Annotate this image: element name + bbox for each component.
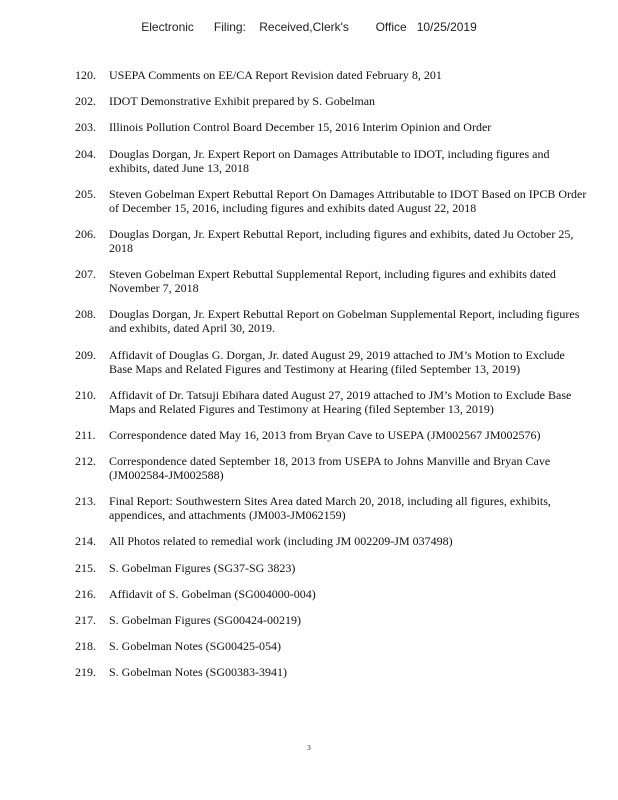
exhibit-list [0, 68, 618, 692]
item-text: S. Gobelman Notes (SG00383-3941) [109, 665, 287, 680]
list-item [0, 561, 618, 575]
item-number: 210. [75, 387, 96, 402]
item-text: Steven Gobelman Expert Rebuttal Report On Damages Attributable to IDOT Based on IPCB Order of December 15, 2016, including figures and exhibits dated August 22, 2018 [109, 186, 587, 215]
item-text: Correspondence dated May 16, 2013 from Bryan Cave to USEPA (JM002567 JM002576) [109, 427, 541, 442]
item-number: 208. [75, 307, 96, 322]
list-item [0, 147, 618, 175]
list-item [0, 428, 618, 442]
item-text: S. Gobelman Figures (SG37-SG 3823) [109, 560, 296, 575]
item-number: 215. [75, 560, 96, 575]
list-item [0, 613, 618, 627]
item-number: 120. [75, 68, 96, 82]
item-number: 217. [75, 613, 96, 627]
item-number: 212. [75, 454, 96, 469]
list-item [0, 120, 618, 134]
list-item [0, 94, 618, 108]
list-item [0, 267, 618, 295]
item-text: Illinois Pollution Control Board December 15, 2016 Interim Opinion and Order [109, 120, 492, 135]
item-number: 214. [75, 534, 96, 549]
item-text: Affidavit of Douglas G. Dorgan, Jr. dated August 29, 2019 attached to JM’s Motion to Exclude Base Maps and Related Figures and Testimony at Hearing (filed September 13, 2019) [109, 347, 565, 376]
item-number: 216. [75, 586, 96, 601]
item-text: Douglas Dorgan, Jr. Expert Rebuttal Report, including figures and exhibits, dated Ju October 25, 2018 [109, 226, 574, 255]
electronic-filing-header: Electronic Filing: Received,Clerk's Office 10/25/2019 [141, 20, 477, 34]
item-text: Affidavit of Dr. Tatsuji Ebihara dated August 27, 2019 attached to JM’s Motion to Exclude Base Maps and Related Figures and Testimony at Hearing (filed September 13, 2019) [109, 387, 572, 416]
list-item [0, 227, 618, 255]
list-item [0, 454, 618, 482]
item-text: S. Gobelman Notes (SG00425-054) [109, 639, 281, 654]
item-number: 203. [75, 120, 96, 135]
item-number: 219. [75, 665, 96, 680]
item-number: 202. [75, 94, 96, 109]
item-text: Douglas Dorgan, Jr. Expert Report on Damages Attributable to IDOT, including figures and exhibits, dated June 13, 2018 [109, 146, 550, 175]
list-item [0, 534, 618, 548]
item-text: Affidavit of S. Gobelman (SG004000-004) [109, 586, 316, 601]
item-number: 204. [75, 146, 96, 161]
list-item [0, 307, 618, 335]
list-item [0, 187, 618, 215]
item-number: 207. [75, 267, 96, 282]
list-item [0, 665, 618, 679]
item-number: 218. [75, 639, 96, 654]
item-number: 211. [75, 427, 96, 442]
list-item [0, 68, 618, 82]
item-text: S. Gobelman Figures (SG00424-00219) [109, 613, 301, 627]
list-item [0, 587, 618, 601]
item-text: Correspondence dated September 18, 2013 from USEPA to Johns Manville and Bryan Cave (JM002584-JM002588) [109, 454, 551, 483]
item-number: 209. [75, 347, 96, 362]
list-item [0, 348, 618, 376]
page-number: 3 [307, 744, 311, 752]
list-item [0, 639, 618, 653]
item-text: Steven Gobelman Expert Rebuttal Supplemental Report, including figures and exhibits dated November 7, 2018 [109, 267, 556, 296]
item-number: 205. [75, 186, 96, 201]
item-text: Final Report: Southwestern Sites Area dated March 20, 2018, including all figures, exhibits, appendices, and attachments (JM003-JM062159) [109, 494, 551, 523]
item-text: Douglas Dorgan, Jr. Expert Rebuttal Report on Gobelman Supplemental Report, including figures and exhibits, dated April 30, 2019. [109, 307, 580, 336]
item-text: USEPA Comments on EE/CA Report Revision dated February 8, 201 [109, 68, 442, 82]
item-number: 213. [75, 494, 96, 509]
item-text: All Photos related to remedial work (including JM 002209-JM 037498) [109, 534, 453, 549]
list-item [0, 388, 618, 416]
item-number: 206. [75, 226, 96, 241]
item-text: IDOT Demonstrative Exhibit prepared by S. Gobelman [109, 94, 376, 109]
list-item [0, 494, 618, 522]
